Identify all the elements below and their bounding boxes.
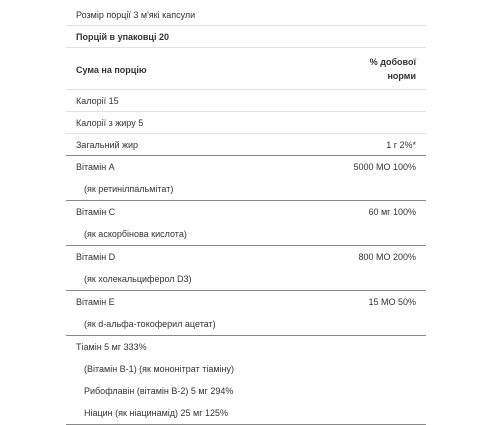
- vitamin-a-label: Вітамін A: [76, 162, 115, 172]
- vitamin-a-group: [66, 156, 426, 201]
- vitamin-c-note-line: [66, 223, 426, 245]
- vitamin-b1-note: (Вітамін B-1) (як мононітрат тіаміну): [84, 364, 234, 374]
- calories-fat-row: [66, 112, 426, 134]
- vitamin-d-note: (як холекальциферол D3): [84, 274, 192, 284]
- calories-row: [66, 90, 426, 112]
- vitamin-e-label: Вітамін E: [76, 297, 115, 307]
- amount-per-serving-header: Сума на порцію: [76, 65, 147, 75]
- riboflavin-text: Рибофлавін (вітамін B-2) 5 мг 294%: [84, 386, 234, 396]
- vitamin-c-group: [66, 201, 426, 246]
- serving-size-text: Розмір порції 3 м'які капсули: [76, 10, 196, 20]
- thiamine-line: [66, 336, 426, 358]
- vitamin-e-note-line: [66, 313, 426, 335]
- servings-per-container-text: Порцій в упаковці 20: [76, 32, 169, 42]
- total-fat-label: Загальний жир: [76, 140, 139, 150]
- calories-fat-text: Калорії з жиру 5: [76, 118, 144, 128]
- vitamin-a-value: 5000 МО 100%: [353, 162, 416, 172]
- vitamin-e-line: [66, 291, 426, 313]
- servings-per-container-row: [66, 26, 426, 48]
- vitamin-b1-note-line: [66, 358, 426, 380]
- calories-text: Калорії 15: [76, 96, 119, 106]
- vitamin-e-value: 15 МО 50%: [368, 297, 416, 307]
- daily-value-header: [336, 55, 416, 83]
- vitamin-e-group: [66, 291, 426, 336]
- vitamin-c-line: [66, 201, 426, 223]
- table-header-row: [66, 48, 426, 90]
- vitamin-a-note: (як ретинілпальмітат): [84, 184, 174, 194]
- vitamin-a-note-line: [66, 178, 426, 200]
- vitamin-d-line: [66, 246, 426, 268]
- b-vitamins-group: [66, 336, 426, 425]
- vitamin-c-note: (як аскорбінова кислота): [84, 229, 187, 239]
- vitamin-d-note-line: [66, 268, 426, 290]
- nutrition-facts-table: [66, 4, 426, 425]
- total-fat-value: 1 г 2%*: [386, 140, 416, 150]
- vitamin-c-value: 60 мг 100%: [368, 207, 416, 217]
- riboflavin-line: [66, 380, 426, 402]
- vitamin-a-line: [66, 156, 426, 178]
- daily-value-header-line2: норми: [387, 71, 416, 81]
- niacin-line: [66, 402, 426, 424]
- vitamin-e-note: (як d-альфа-токоферил ацетат): [84, 319, 216, 329]
- serving-size-row: [66, 4, 426, 26]
- thiamine-text: Тіамін 5 мг 333%: [76, 342, 147, 352]
- total-fat-row: [66, 134, 426, 156]
- vitamin-d-label: Вітамін D: [76, 252, 116, 262]
- vitamin-d-value: 800 МО 200%: [358, 252, 416, 262]
- vitamin-d-group: [66, 246, 426, 291]
- niacin-text: Ніацин (як ніацинамід) 25 мг 125%: [84, 408, 229, 418]
- vitamin-c-label: Вітамін C: [76, 207, 116, 217]
- daily-value-header-line1: % добової: [369, 57, 416, 67]
